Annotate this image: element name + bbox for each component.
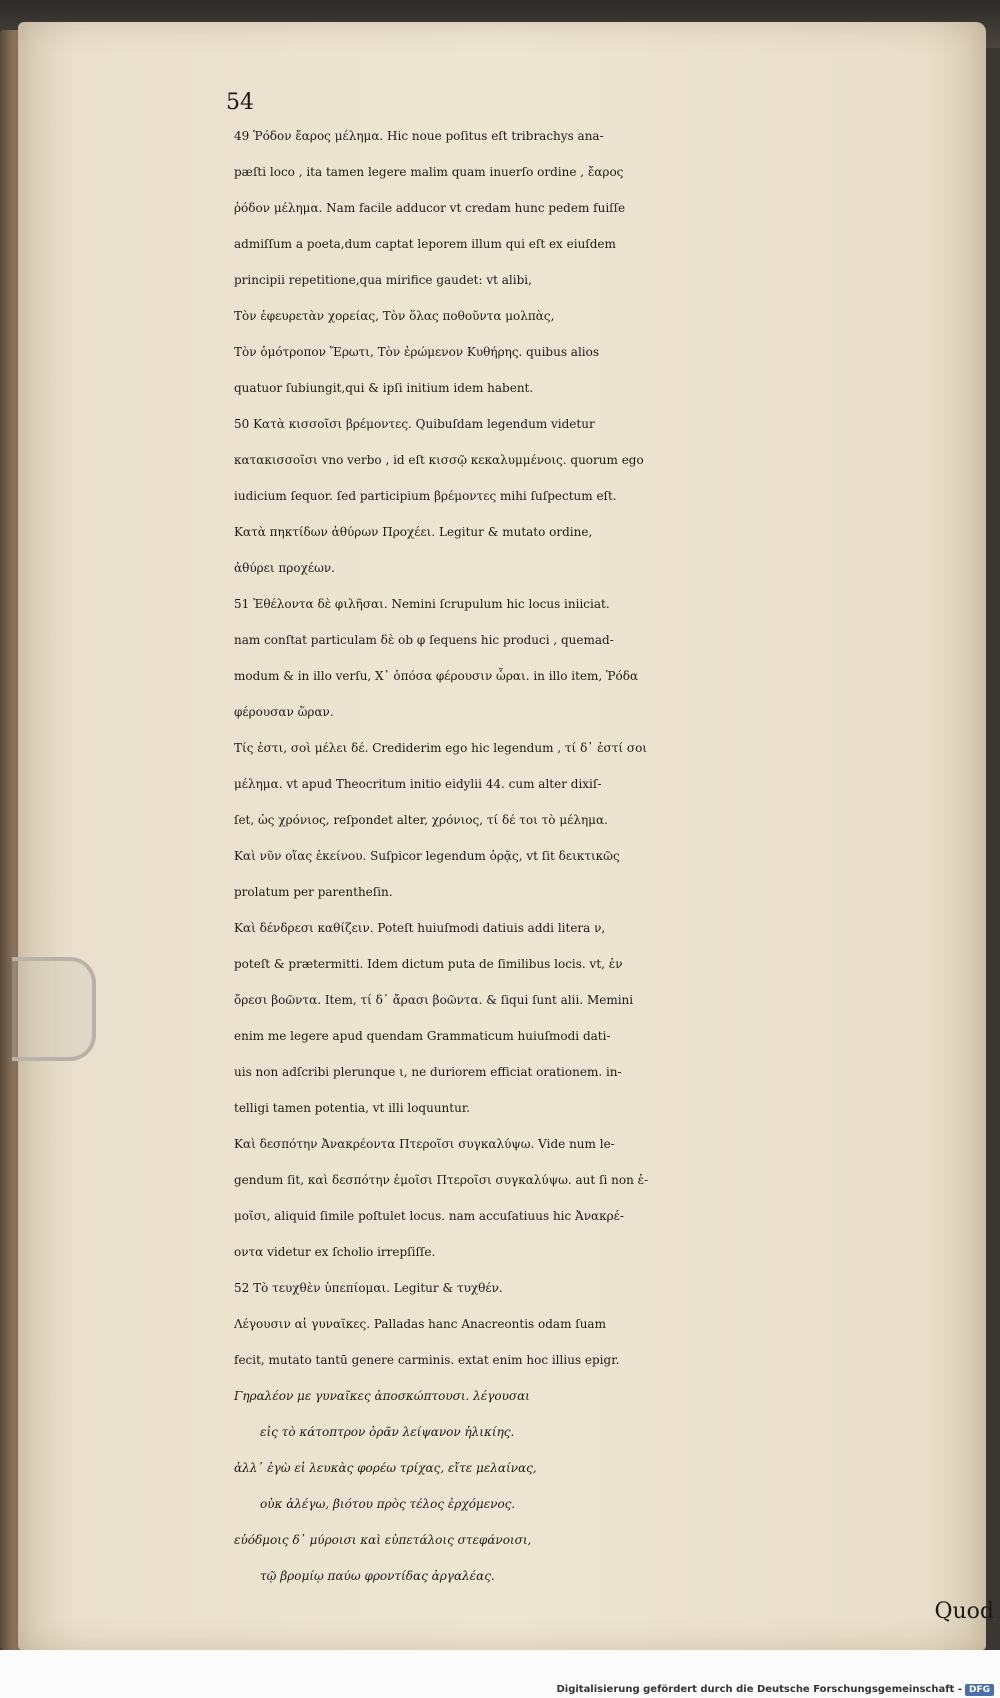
- text-line: ὄρεσι βοῶντα. Item, τί δ᾽ ἄρασι βοῶντα. & ſiqui ſunt alii. Memini: [234, 993, 634, 1007]
- verse-line: τῷ βρομίῳ παύω φροντίδας ἀργαλέας.: [260, 1569, 495, 1583]
- text-line: enim me legere apud quendam Grammaticum huiuſmodi dati-: [234, 1029, 611, 1043]
- text-line: οντα videtur ex ſcholio irrepſiſſe.: [234, 1245, 436, 1259]
- text-line: Τὸν ὁμότροπον Ἔρωτι, Τὸν ἐρώμενον Κυθήρης. quibus alios: [234, 345, 600, 359]
- text-line: ſet, ὡς χρόνιος, reſpondet alter, χρόνιος, τί δέ τοι τὸ μέλημα.: [234, 813, 608, 827]
- text-line: 50 Κατὰ κισσοῖσι βρέμοντες. Quibuſdam legendum videtur: [234, 417, 595, 431]
- commentary-prose: [234, 118, 994, 1378]
- page-clip: [12, 957, 96, 1061]
- catchword: Quod: [934, 1599, 994, 1624]
- text-line: quatuor ſubiungit,qui & ipſi initium idem habent.: [234, 381, 534, 395]
- dfg-logo: DFG: [965, 1684, 994, 1696]
- text-line: Καὶ δεσπότην Ἀνακρέοντα Πτεροῖσι συγκαλύψω. Vide num le-: [234, 1137, 615, 1151]
- text-line: Καὶ νῦν οἵας ἐκείνου. Suſpicor legendum ὁρᾷς, vt ſit δεικτικῶς: [234, 849, 620, 863]
- text-line: nam conſtat particulam δὲ ob φ ſequens hic produci , quemad-: [234, 633, 614, 647]
- digitization-credit: [556, 1684, 994, 1696]
- text-line: κατακισσοῖσι vno verbo , id eſt κισσῷ κεκαλυμμένοις. quorum ego: [234, 453, 644, 467]
- text-line: fecit, mutato tantū genere carminis. extat enim hoc illius epigr.: [234, 1353, 620, 1367]
- text-line: Καὶ δένδρεσι καθίζειν. Poteſt huiuſmodi datiuis addi litera ν,: [234, 921, 606, 935]
- text-line: ἀθύρει προχέων.: [234, 561, 335, 575]
- text-line: gendum ſit, καὶ δεσπότην ἐμοῖσι Πτεροῖσι συγκαλύψω. aut ſi non ἐ-: [234, 1173, 649, 1187]
- epigram-verse: [234, 1378, 994, 1594]
- catchword-line: [234, 1594, 994, 1630]
- text-line: Τὸν ἐφευρετὰν χορείας, Τὸν ὅλας ποθοῦντα μολπὰς,: [234, 309, 555, 323]
- text-line: principii repetitione,qua mirifice gaudet: vt alibi,: [234, 273, 532, 287]
- text-line: 49 Ῥόδον ἔαρος μέλημα. Hic noue poſitus eſt tribrachys ana-: [234, 129, 604, 143]
- verse-line: Γηραλέον με γυναῖκες ἀποσκώπτουσι. λέγουσαι: [234, 1389, 530, 1403]
- text-line: poteſt & prætermitti. Idem dictum puta de ſimilibus locis. vt, ἐν: [234, 957, 623, 971]
- page-number: 54: [226, 90, 254, 115]
- text-line: Λέγουσιν αἱ γυναῖκες. Palladas hanc Anacreontis odam ſuam: [234, 1317, 606, 1331]
- text-line: μοῖσι, aliquid ſimile poſtulet locus. nam accuſatiuus hic Ἀνακρέ-: [234, 1209, 624, 1223]
- text-line: prolatum per parentheſin.: [234, 885, 393, 899]
- text-line: iudicium ſequor. ſed participium βρέμοντες mihi ſuſpectum eſt.: [234, 489, 617, 503]
- verse-line: οὐκ ἀλέγω, βιότου πρὸς τέλος ἐρχόμενος.: [260, 1497, 516, 1511]
- text-line: φέρουσαν ὥραν.: [234, 705, 334, 719]
- text-line: telligi tamen potentia, vt illi loquuntur.: [234, 1101, 471, 1115]
- credit-text: Digitalisierung gefördert durch die Deutsche Forschungsgemeinschaft -: [556, 1684, 962, 1695]
- footer-strip: [0, 1650, 1000, 1698]
- text-line: 51 Ἐθέλοντα δὲ φιλῆσαι. Nemini ſcrupulum hic locus iniiciat.: [234, 597, 610, 611]
- text-line: admiſſum a poeta,dum captat leporem illum qui eſt ex eiuſdem: [234, 237, 616, 251]
- verse-line: εὐόδμοις δ᾽ μύροισι καὶ εὐπετάλοις στεφάνοισι,: [234, 1533, 532, 1547]
- text-line: μέλημα. vt apud Theocritum initio eidylii 44. cum alter dixiſ-: [234, 777, 602, 791]
- text-line: 52 Τὸ τευχθὲν ὑπεπίομαι. Legitur & τυχθέν.: [234, 1281, 503, 1295]
- page-text: [234, 118, 994, 1630]
- text-line: uis non adſcribi plerunque ι, ne duriorem efficiat orationem. in-: [234, 1065, 622, 1079]
- verse-line: ἀλλ᾽ ἐγὼ εἰ λευκὰς φορέω τρίχας, εἴτε μελαίνας,: [234, 1461, 537, 1475]
- text-line: ῥόδον μέλημα. Nam facile adducor vt credam hunc pedem fuiſſe: [234, 201, 626, 215]
- text-line: pæſti loco , ita tamen legere malim quam inuerſo ordine , ἔαρος: [234, 165, 624, 179]
- text-line: Τίς ἐστι, σοὶ μέλει δέ. Crediderim ego hic legendum , τί δ᾽ ἐστί σοι: [234, 741, 648, 755]
- text-line: Κατὰ πηκτίδων ἀθύρων Προχέει. Legitur & mutato ordine,: [234, 525, 593, 539]
- text-line: modum & in illo verſu, Χ᾽ ὁπόσα φέρουσιν ὧραι. in illo item, Ῥόδα: [234, 669, 639, 683]
- verse-line: εἰς τὸ κάτοπτρον ὁρᾶν λείψανον ἡλικίης.: [260, 1425, 515, 1439]
